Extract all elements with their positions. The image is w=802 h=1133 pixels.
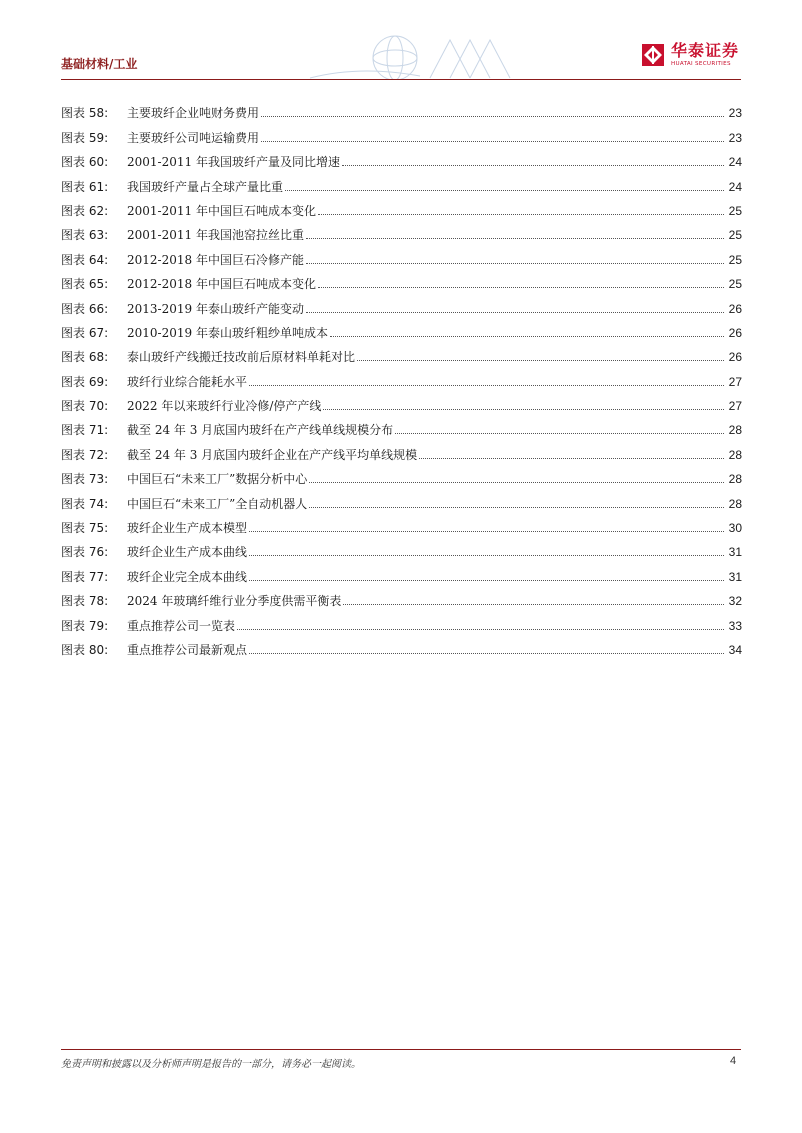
toc-entry-60[interactable]: [61, 145, 742, 169]
toc-entry-63[interactable]: [61, 218, 742, 242]
footer-disclaimer: 免责声明和披露以及分析师声明是报告的一部分，请务必一起阅读。: [61, 1059, 361, 1070]
toc-label: 图表 63:: [61, 228, 109, 243]
toc-label: 图表 64:: [61, 252, 109, 267]
toc-entry-70[interactable]: [61, 389, 742, 413]
header-decoration: [300, 30, 530, 80]
huatai-logo-icon: [641, 43, 665, 67]
toc-entry-79[interactable]: [61, 608, 742, 632]
toc-leader: [318, 214, 724, 215]
toc-leader: [419, 458, 724, 459]
toc-page: 26: [728, 301, 742, 316]
toc-page: 26: [728, 350, 742, 365]
toc-page: 24: [728, 179, 742, 194]
toc-entry-65[interactable]: [61, 267, 742, 291]
toc-title: 玻纤行业综合能耗水平: [127, 374, 248, 389]
toc-title: 2012-2018 年中国巨石冷修产能: [127, 252, 304, 267]
huatai-logo: [641, 42, 739, 68]
toc-label: 图表 79:: [61, 618, 109, 633]
toc-leader: [330, 336, 724, 337]
toc-label: 图表 78:: [61, 594, 109, 609]
toc-entry-69[interactable]: [61, 364, 742, 388]
toc-title: 主要玻纤公司吨运输费用: [127, 130, 260, 145]
toc-page: 25: [728, 277, 742, 292]
toc-label: 图表 59:: [61, 130, 109, 145]
toc-label: 图表 61:: [61, 179, 109, 194]
toc-title: 重点推荐公司一览表: [127, 618, 236, 633]
toc-label: 图表 66:: [61, 301, 109, 316]
toc-label: 图表 76:: [61, 545, 109, 560]
toc-page: 31: [728, 545, 742, 560]
toc-title: 截至 24 年 3 月底国内玻纤企业在产产线平均单线规模: [127, 447, 418, 462]
header-category: 基础材料/工业: [61, 57, 138, 71]
toc-leader: [323, 409, 724, 410]
toc-title: 2013-2019 年泰山玻纤产能变动: [127, 301, 304, 316]
logo-name-cn: 华泰证券: [671, 41, 740, 60]
toc-leader: [306, 312, 724, 313]
toc-label: 图表 65:: [61, 277, 109, 292]
toc-leader: [306, 263, 724, 264]
toc-title: 2012-2018 年中国巨石吨成本变化: [127, 277, 316, 292]
toc-page: 23: [728, 106, 742, 121]
toc-page: 34: [728, 642, 742, 657]
toc-leader: [249, 653, 724, 654]
toc-leader: [357, 360, 724, 361]
toc-page: 24: [728, 155, 742, 170]
toc-leader: [249, 580, 724, 581]
toc-entry-78[interactable]: [61, 584, 742, 608]
toc-page: 31: [728, 569, 742, 584]
toc-leader: [249, 531, 724, 532]
toc-leader: [249, 385, 724, 386]
page-number: 4: [730, 1055, 737, 1067]
toc-title: 重点推荐公司最新观点: [127, 642, 248, 657]
toc-label: 图表 69:: [61, 374, 109, 389]
toc-leader: [237, 629, 724, 630]
toc-title: 玻纤企业完全成本曲线: [127, 569, 248, 584]
toc-leader: [309, 507, 724, 508]
toc-entry-80[interactable]: [61, 633, 742, 657]
toc-title: 泰山玻纤产线搬迁技改前后原材料单耗对比: [127, 350, 356, 365]
toc-entry-66[interactable]: [61, 291, 742, 315]
toc-entry-76[interactable]: [61, 535, 742, 559]
toc-title: 我国玻纤产量占全球产量比重: [127, 179, 284, 194]
toc-label: 图表 58:: [61, 106, 109, 121]
toc-entry-61[interactable]: [61, 169, 742, 193]
toc-label: 图表 73:: [61, 472, 109, 487]
toc-title: 主要玻纤企业吨财务费用: [127, 106, 260, 121]
toc-leader: [309, 482, 724, 483]
toc-page: 25: [728, 203, 742, 218]
toc-page: 30: [728, 521, 742, 536]
toc-entry-62[interactable]: [61, 194, 742, 218]
toc-label: 图表 72:: [61, 447, 109, 462]
toc-entry-77[interactable]: [61, 559, 742, 583]
toc-title: 2001-2011 年我国池窑拉丝比重: [127, 228, 304, 243]
toc-entry-58[interactable]: [61, 96, 742, 120]
toc-leader: [343, 604, 724, 605]
toc-page: 28: [728, 496, 742, 511]
toc-page: 23: [728, 130, 742, 145]
logo-name-en: HUATAI SECURITIES: [671, 61, 731, 67]
toc-page: 27: [728, 399, 742, 414]
toc-leader: [342, 165, 724, 166]
header-divider: [61, 79, 741, 80]
toc-entry-68[interactable]: [61, 340, 742, 364]
toc-title: 玻纤企业生产成本模型: [127, 521, 248, 536]
toc-leader: [318, 287, 724, 288]
toc-label: 图表 68:: [61, 350, 109, 365]
toc-leader: [261, 116, 724, 117]
toc-title: 玻纤企业生产成本曲线: [127, 545, 248, 560]
toc-label: 图表 80:: [61, 642, 109, 657]
toc-page: 28: [728, 447, 742, 462]
toc-page: 27: [728, 374, 742, 389]
toc-entry-64[interactable]: [61, 242, 742, 266]
toc-title: 截至 24 年 3 月底国内玻纤在产产线单线规模分布: [127, 423, 394, 438]
toc-entry-71[interactable]: [61, 413, 742, 437]
toc-leader: [306, 238, 724, 239]
toc-label: 图表 60:: [61, 155, 109, 170]
toc-label: 图表 67:: [61, 325, 109, 340]
toc-label: 图表 77:: [61, 569, 109, 584]
toc-entry-72[interactable]: [61, 437, 742, 461]
toc-label: 图表 75:: [61, 521, 109, 536]
toc-leader: [395, 433, 724, 434]
toc-title: 2022 年以来玻纤行业冷修/停产产线: [127, 399, 322, 414]
toc-page: 25: [728, 252, 742, 267]
toc-label: 图表 70:: [61, 399, 109, 414]
toc-page: 32: [728, 594, 742, 609]
toc-title: 中国巨石“未来工厂”数据分析中心: [127, 472, 308, 487]
toc-title: 2024 年玻璃纤维行业分季度供需平衡表: [127, 594, 342, 609]
toc-title: 中国巨石“未来工厂”全自动机器人: [127, 496, 308, 511]
toc-title: 2010-2019 年泰山玻纤粗纱单吨成本: [127, 325, 328, 340]
toc-label: 图表 62:: [61, 203, 109, 218]
toc-entry-75[interactable]: [61, 511, 742, 535]
toc-label: 图表 74:: [61, 496, 109, 511]
footer-divider: [61, 1049, 741, 1050]
toc-entry-59[interactable]: [61, 120, 742, 144]
toc-entry-73[interactable]: [61, 462, 742, 486]
toc-entry-74[interactable]: [61, 486, 742, 510]
toc-page: 26: [728, 325, 742, 340]
toc-page: 28: [728, 423, 742, 438]
toc-title: 2001-2011 年我国玻纤产量及同比增速: [127, 155, 340, 170]
toc-leader: [249, 555, 724, 556]
toc-label: 图表 71:: [61, 423, 109, 438]
toc-leader: [285, 190, 724, 191]
toc-title: 2001-2011 年中国巨石吨成本变化: [127, 203, 316, 218]
toc-page: 28: [728, 472, 742, 487]
figure-index: [61, 96, 742, 657]
toc-page: 33: [728, 618, 742, 633]
toc-leader: [261, 141, 724, 142]
toc-page: 25: [728, 228, 742, 243]
toc-entry-67[interactable]: [61, 316, 742, 340]
